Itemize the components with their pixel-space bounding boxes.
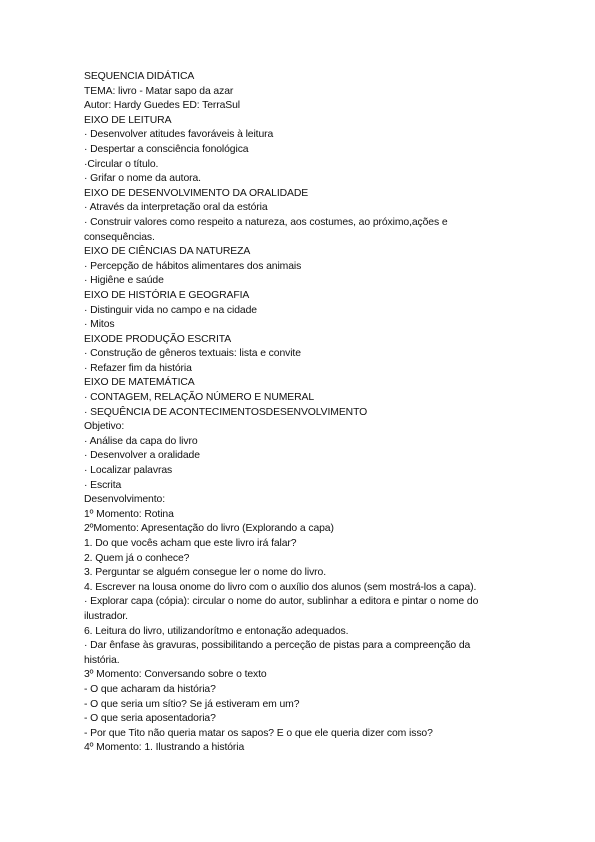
section-heading: EIXO DE HISTÓRIA E GEOGRAFIA	[84, 289, 250, 301]
numbered-item: 4. Escrever na lousa onome do livro com o auxílio dos alunos (sem mostrá-los a capa).	[84, 581, 477, 593]
document-page	[84, 70, 514, 756]
moment-heading: 1º Momento: Rotina	[84, 508, 174, 520]
section-heading: EIXODE PRODUÇÃO ESCRITA	[84, 333, 232, 345]
author-line: Autor: Hardy Guedes ED: TerraSul	[84, 100, 241, 112]
bullet-item: ·Circular o título.	[84, 158, 159, 170]
theme-line: TEMA: livro - Matar sapo da azar	[84, 85, 234, 97]
bullet-item: · Construir valores como respeito a natureza, aos costumes, ao próximo,ações e consequências.	[84, 216, 448, 243]
bullet-item: · Explorar capa (cópia): circular o nome do autor, sublinhar a editora e pintar o nome do ilustrador.	[84, 596, 479, 622]
bullet-item: · Construção de gêneros textuais: lista e convite	[84, 348, 301, 360]
question-item: - O que acharam da história?	[84, 683, 216, 695]
bullet-item: · Distinguir vida no campo e na cidade	[84, 304, 257, 316]
section-heading: EIXO DE DESENVOLVIMENTO DA ORALIDADE	[84, 187, 309, 199]
numbered-item: 2. Quem já o conhece?	[84, 552, 190, 564]
bullet-item: · Despertar a consciência fonológica	[84, 143, 249, 155]
question-item: - O que seria aposentadoria?	[84, 713, 216, 725]
question-item: - Por que Tito não queria matar os sapos? E o que ele queria dizer com isso?	[84, 727, 433, 739]
bullet-item: · Refazer fim da história	[84, 362, 192, 374]
section-heading: EIXO DE MATEMÁTICA	[84, 377, 195, 389]
moment-heading: 2ºMomento: Apresentação do livro (Explorando a capa)	[84, 523, 334, 535]
question-item: - O que seria um sítio? Se já estiveram em um?	[84, 698, 300, 710]
bullet-item: · Higiêne e saúde	[84, 275, 164, 287]
bullet-item: · SEQUÊNCIA DE ACONTECIMENTOSDESENVOLVIMENTO	[84, 406, 368, 418]
moment-heading: 4º Momento: 1. Ilustrando a história	[84, 742, 245, 754]
numbered-item: 6. Leitura do livro, utilizandorítmo e entonação adequados.	[84, 625, 349, 637]
bullet-item: · Escrita	[84, 479, 122, 491]
bullet-item: · Grifar o nome da autora.	[84, 173, 201, 185]
bullet-item: · Desenvolver atitudes favoráveis à leitura	[84, 129, 274, 141]
section-heading: EIXO DE LEITURA	[84, 114, 172, 126]
numbered-item: 1. Do que vocês acham que este livro irá falar?	[84, 538, 297, 549]
bullet-item: · CONTAGEM, RELAÇÃO NÚMERO E NUMERAL	[84, 392, 315, 404]
section-heading: EIXO DE CIÊNCIAS DA NATUREZA	[84, 246, 251, 258]
bullet-item: · Localizar palavras	[84, 465, 173, 477]
numbered-item: 3. Perguntar se alguém consegue ler o nome do livro.	[84, 567, 327, 579]
bullet-item: · Através da interpretação oral da estória	[84, 202, 268, 214]
bullet-item: · Análise da capa do livro	[84, 435, 198, 447]
bullet-item: · Percepção de hábitos alimentares dos animais	[84, 260, 302, 272]
section-heading: Objetivo:	[84, 421, 125, 433]
bullet-item: · Desenvolver a oralidade	[84, 450, 200, 462]
moment-heading: 3º Momento: Conversando sobre o texto	[84, 669, 267, 681]
section-heading: Desenvolvimento:	[84, 494, 165, 506]
bullet-item: · Mitos	[84, 319, 115, 331]
document-title: SEQUENCIA DIDÁTICA	[84, 71, 195, 82]
bullet-item: · Dar ênfase às gravuras, possibilitando a perceção de pistas para a compreenção da história.	[84, 640, 471, 666]
